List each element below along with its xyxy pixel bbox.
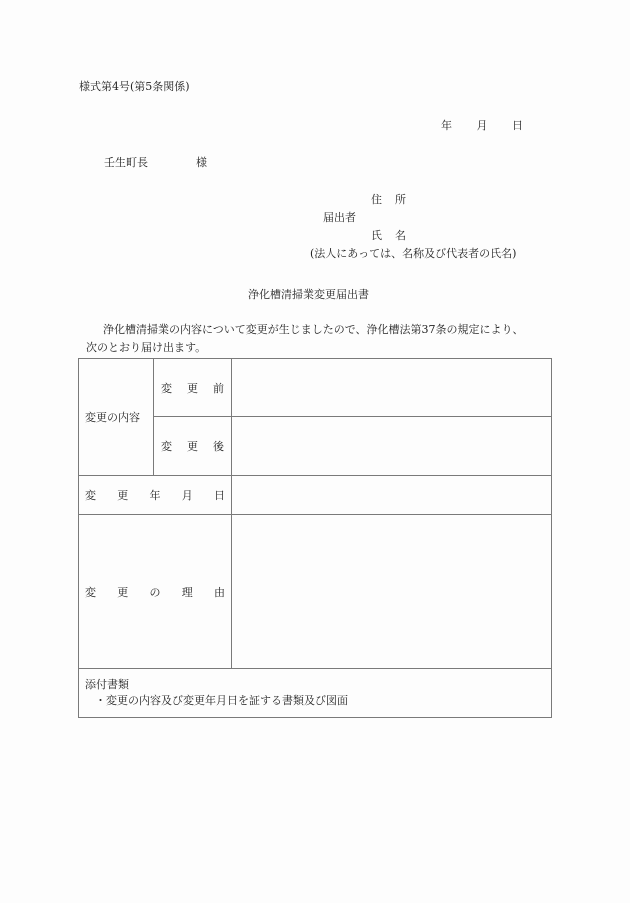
date-month-label: 月 (476, 119, 488, 132)
reason-label: 変 更 の 理 由 (79, 515, 232, 669)
document-title: 浄化槽清掃業変更届出書 (248, 288, 369, 301)
addressee-honorific: 様 (196, 156, 207, 169)
change-form-table (78, 358, 552, 718)
address-label: 住 所 (371, 193, 406, 206)
attachments-label: 添付書類 (85, 678, 129, 691)
after-label: 変 更 後 (154, 417, 232, 476)
change-date-value-field[interactable] (232, 476, 552, 515)
corporate-note: (法人にあっては、名称及び代表者の氏名) (310, 247, 517, 260)
reason-value-field[interactable] (232, 515, 552, 669)
date-line (441, 119, 523, 133)
addressee-name: 壬生町長 (104, 156, 148, 169)
after-value-field[interactable] (232, 417, 552, 476)
date-year-label: 年 (441, 119, 452, 132)
body-text-line1: 浄化槽清掃業の内容について変更が生じましたので、浄化槽法第37条の規定により、 (103, 323, 524, 336)
body-text-line2: 次のとおり届け出ます。 (86, 341, 207, 354)
attachments-item: ・変更の内容及び変更年月日を証する書類及び図面 (95, 694, 348, 707)
change-date-label: 変 更 年 月 日 (79, 476, 232, 515)
change-content-label: 変更の内容 (79, 359, 154, 476)
name-label: 氏 名 (371, 229, 406, 242)
applicant-label: 届出者 (323, 211, 356, 224)
before-label: 変 更 前 (154, 359, 232, 417)
before-value-field[interactable] (232, 359, 552, 417)
form-number: 様式第4号(第5条関係) (79, 80, 190, 93)
attachments-cell (79, 669, 552, 718)
date-day-label: 日 (512, 119, 523, 132)
